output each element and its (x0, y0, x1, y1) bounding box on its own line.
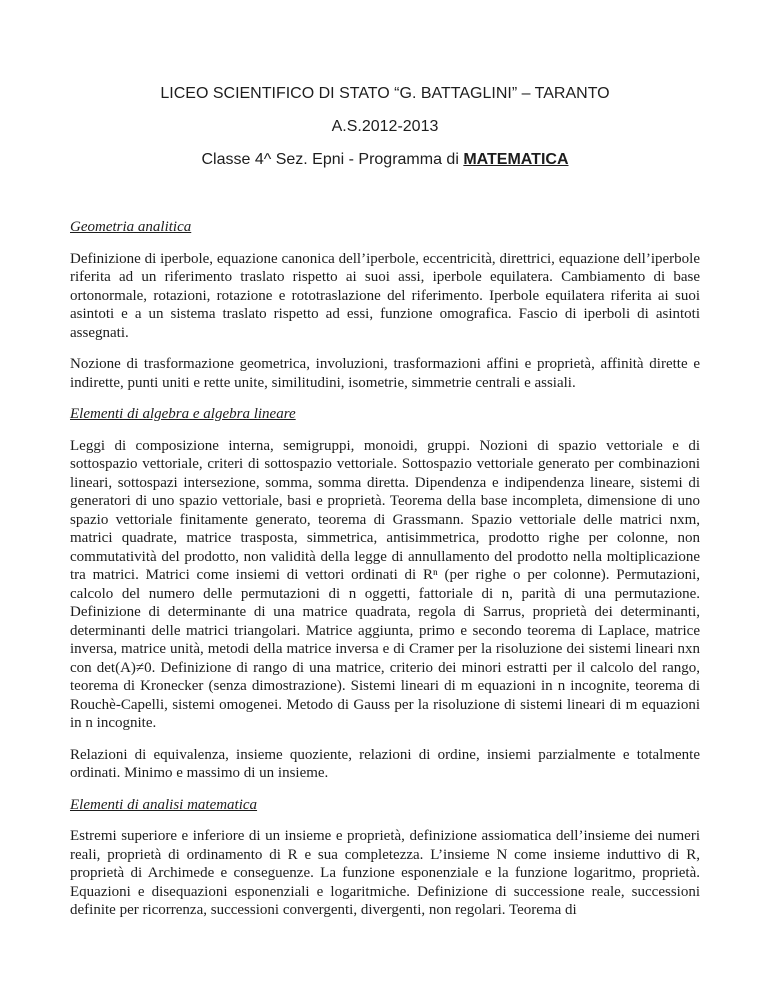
school-title: LICEO SCIENTIFICO DI STATO “G. BATTAGLINI” – TARANTO (160, 85, 610, 102)
document-header (70, 84, 700, 170)
subject-name: MATEMATICA (463, 151, 569, 168)
section-heading: Elementi di algebra e algebra lineare (70, 406, 296, 422)
paragraph: Definizione di iperbole, equazione canonica dell’iperbole, eccentricità, direttrici, equazione dell’iperbole riferita ad un riferimento traslato rispetto ai suoi assi, iperbole equilatera. Cambiamento di base ortonormale, rotazioni, rotazione e rototraslazione del riferimento. Iperbole equilatera riferita ai suoi asintoti e a un sistema traslato rispetto ad essi, funzione omografica. Fascio di iperboli di asintoti assegnati. (70, 250, 700, 341)
paragraph: Nozione di trasformazione geometrica, involuzioni, trasformazioni affini e proprietà, affinità dirette e indirette, punti uniti e rette unite, similitudini, isometrie, simmetrie centrali e assiali. (70, 356, 700, 391)
section-geometria-analitica (70, 218, 700, 392)
section-heading: Elementi di analisi matematica (70, 796, 258, 813)
section-heading: Geometria analitica (70, 219, 192, 235)
paragraph: Estremi superiore e inferiore di un insieme e proprietà, definizione assiomatica dell’insieme dei numeri reali, proprietà di ordinamento di R e sua completezza. L’insieme N come insieme induttivo di R, proprietà di Archimede e conseguenze. La funzione esponenziale e la funzione logaritmo, proprietà. Equazioni e disequazioni esponenziali e logaritmiche. Definizione di successione reale, successioni definite per ricorrenza, successioni convergenti, divergenti, non regolari. Teorema di (70, 828, 700, 918)
class-program-prefix: Classe 4^ Sez. Epni - Programma di (201, 151, 464, 168)
section-analisi-matematica (70, 796, 700, 920)
paragraph: Leggi di composizione interna, semigruppi, monoidi, gruppi. Nozioni di spazio vettoriale e di sottospazio vettoriale, criteri di sottospazio vettoriale. Sottospazio vettoriale generato per combinazioni lineari, sottospazi intersezione, somma, somma diretta. Dipendenza e indipendenza lineare, sistemi di generatori di uno spazio vettoriale, basi e proprietà. Teorema della base incompleta, dimensione di uno spazio vettoriale finitamente generato, teorema di Grassmann. Spazio vettoriale delle matrici nxm, matrici quadrate, matrice trasposta, simmetrica, antisimmetrica, prodotto righe per colonne, non commutatività del prodotto, non validità della legge di annullamento del prodotto nella moltiplicazione tra matrici. Matrici come insiemi di vettori ordinati di Rⁿ (per righe o per colonne). Permutazioni, calcolo del numero delle permutazioni di n oggetti, fattoriale di n, parità di una permutazione. Definizione di determinante di una matrice quadrata, regola di Sarrus, proprietà dei determinanti, determinanti delle matrici triangolari. Matrice aggiunta, primo e secondo teorema di Laplace, matrice inversa, matrice unità, metodi della matrice inversa e di Cramer per la risoluzione dei sistemi lineari nxn con det(A)≠0. Definizione di rango di una matrice, criterio dei minori estratti per il calcolo del rango, teorema di Kronecker (senza dimostrazione). Sistemi lineari di m equazioni in n incognite, teorema di Rouchè-Capelli, sistemi omogenei. Metodo di Gauss per la risoluzione di sistemi lineari di m equazioni in n incognite. (70, 437, 700, 731)
class-program-line (70, 150, 700, 170)
school-year: A.S.2012-2013 (331, 118, 439, 135)
section-algebra-lineare (70, 405, 700, 783)
paragraph: Relazioni di equivalenza, insieme quoziente, relazioni di ordine, insiemi parzialmente e totalmente ordinati. Minimo e massimo di un insieme. (70, 746, 700, 781)
